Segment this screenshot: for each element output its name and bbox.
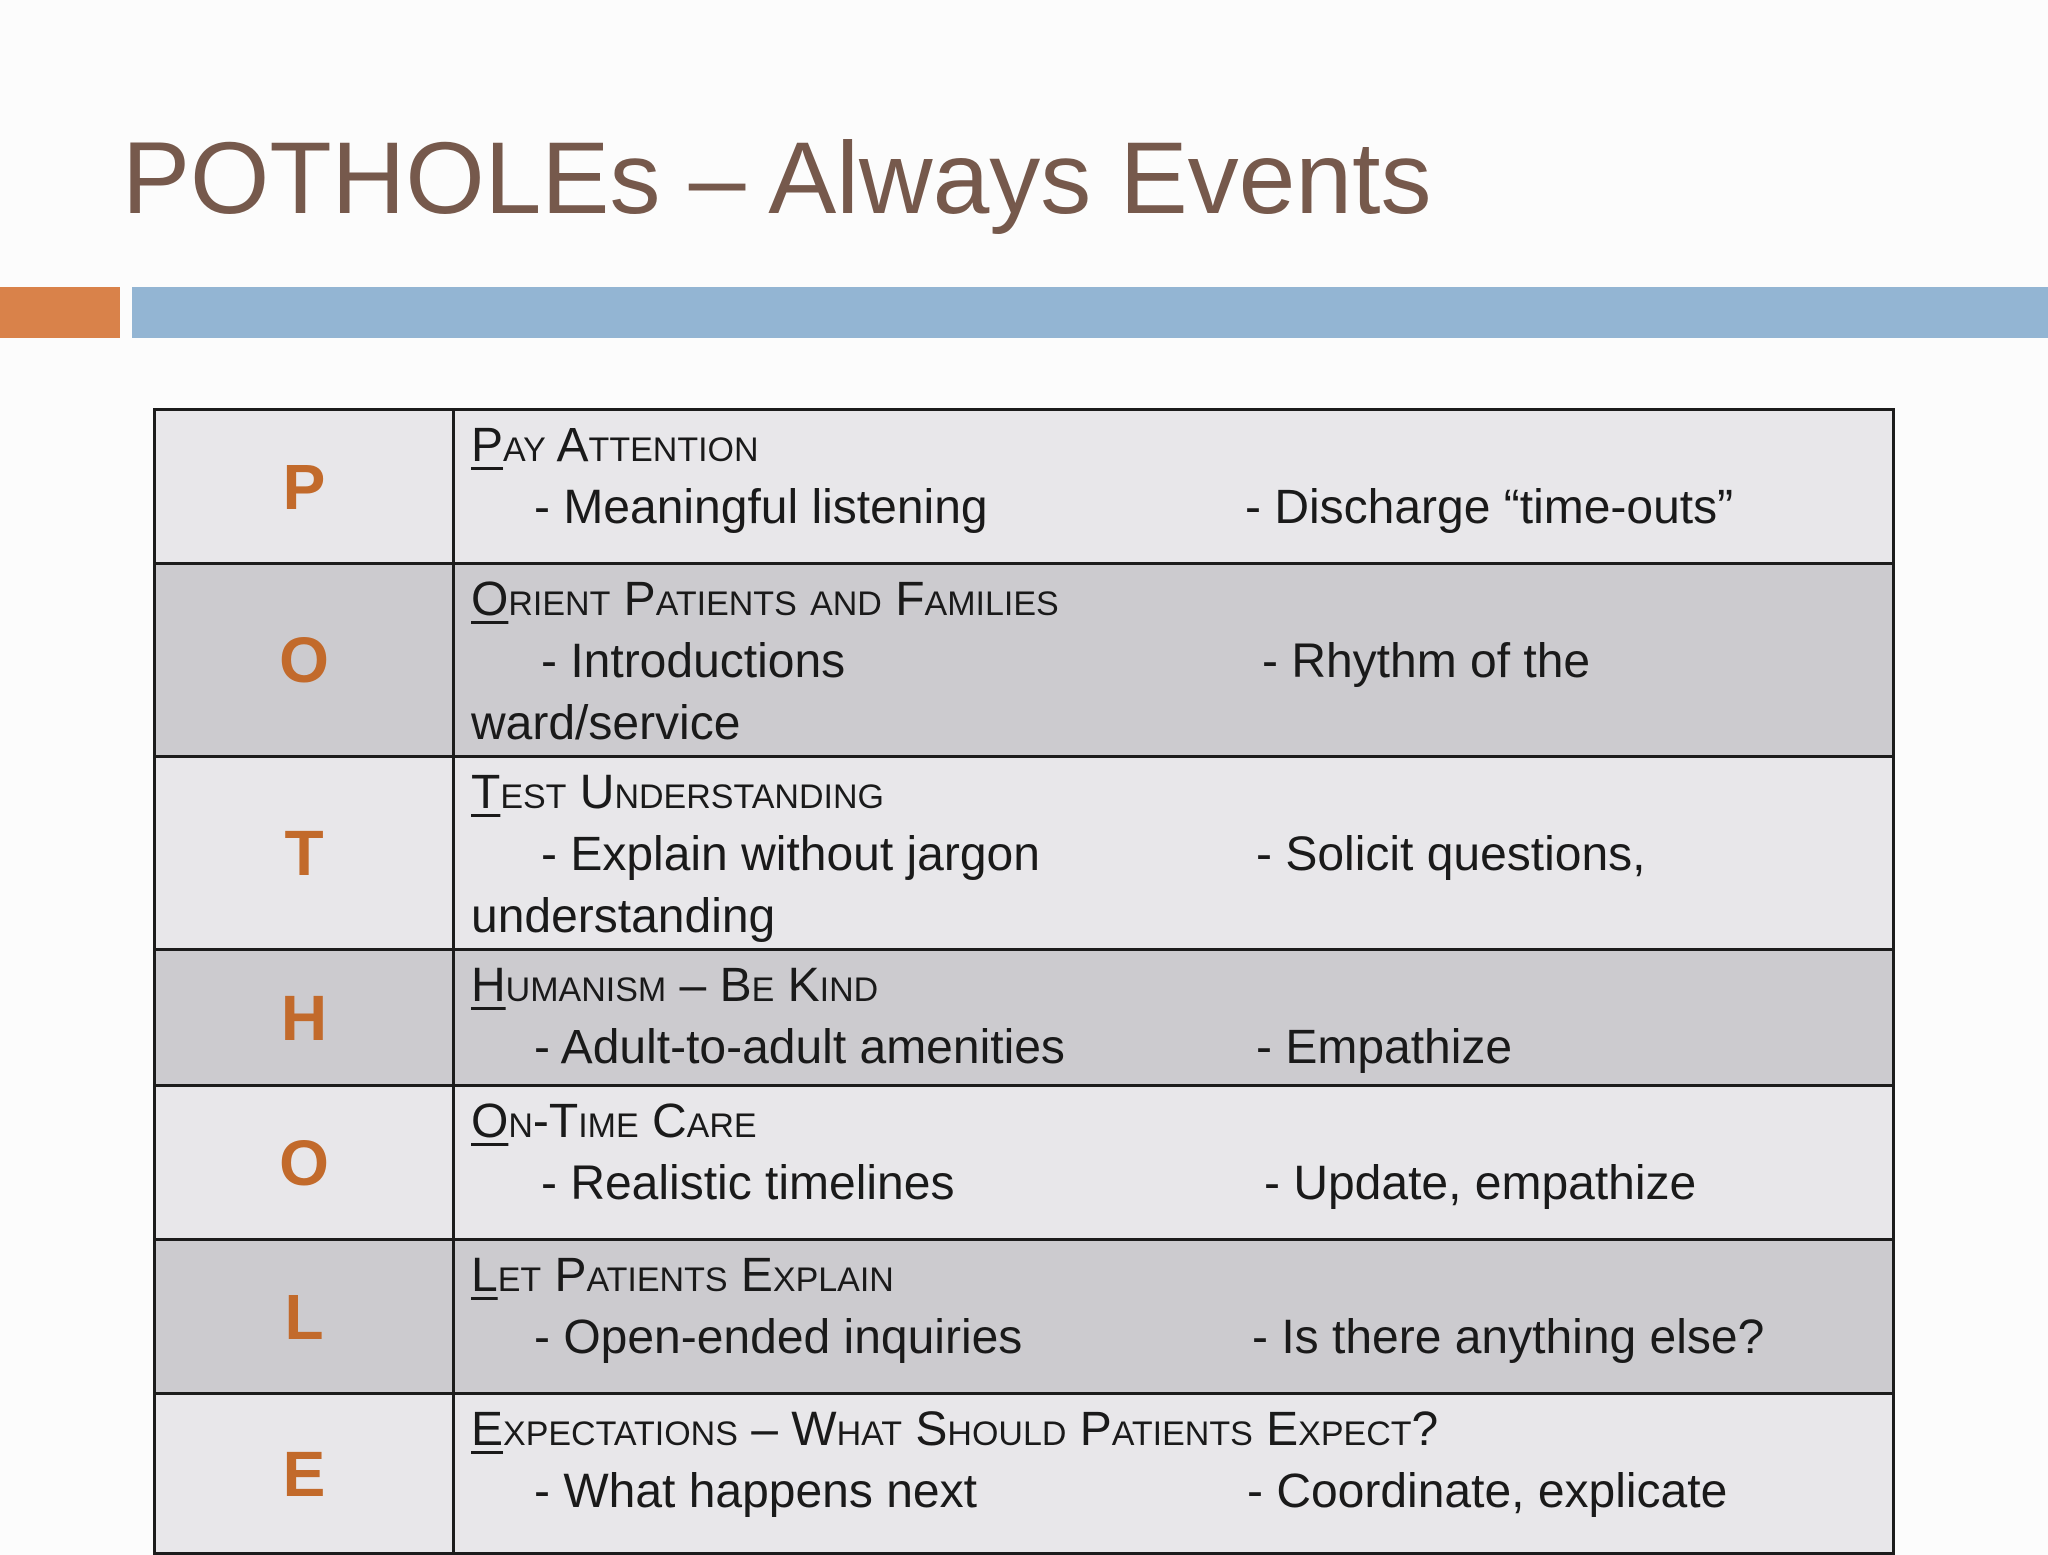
table-row bbox=[155, 950, 1894, 1086]
right-item: - Coordinate, explicate bbox=[1247, 1465, 1728, 1518]
row-content bbox=[454, 757, 1894, 950]
row-content bbox=[454, 1086, 1894, 1240]
left-item: - Introductions bbox=[541, 635, 846, 688]
left-item: - Explain without jargon bbox=[541, 828, 1040, 881]
table-row bbox=[155, 1240, 1894, 1394]
right-item: - Rhythm of the bbox=[1262, 635, 1591, 688]
right-item: - Discharge “time-outs” bbox=[1245, 481, 1734, 534]
table-row bbox=[155, 564, 1894, 757]
table-row bbox=[155, 1086, 1894, 1240]
left-item: - What happens next bbox=[534, 1465, 977, 1518]
table-row bbox=[155, 410, 1894, 564]
row-heading: Expectations – What Should Patients Expect? bbox=[471, 1403, 1439, 1456]
potholes-table bbox=[153, 408, 1895, 1555]
right-item: - Update, empathize bbox=[1264, 1157, 1697, 1210]
row-heading: Humanism – Be Kind bbox=[471, 959, 879, 1012]
left-item: - Open-ended inquiries bbox=[534, 1311, 1023, 1364]
accent-bar-orange bbox=[0, 287, 120, 338]
right-item: - Solicit questions, bbox=[1256, 828, 1646, 881]
left-item: - Realistic timelines bbox=[541, 1157, 955, 1210]
right-item: - Empathize bbox=[1256, 1021, 1513, 1074]
row-letter: O bbox=[155, 564, 454, 757]
table-row bbox=[155, 1394, 1894, 1554]
row-heading: Let Patients Explain bbox=[471, 1249, 894, 1302]
row-letter: T bbox=[155, 757, 454, 950]
table-row bbox=[155, 757, 1894, 950]
row-content bbox=[454, 950, 1894, 1086]
row-content bbox=[454, 1394, 1894, 1554]
row-content bbox=[454, 410, 1894, 564]
left-item: - Meaningful listening bbox=[534, 481, 988, 534]
row-heading: On-Time Care bbox=[471, 1095, 757, 1148]
wrapped-text: ward/service bbox=[471, 697, 741, 750]
row-letter: P bbox=[155, 410, 454, 564]
row-heading: Orient Patients and Families bbox=[471, 573, 1059, 626]
right-item: - Is there anything else? bbox=[1252, 1311, 1765, 1364]
wrapped-text: understanding bbox=[471, 890, 776, 943]
row-letter: O bbox=[155, 1086, 454, 1240]
row-letter: H bbox=[155, 950, 454, 1086]
row-heading: Pay Attention bbox=[471, 419, 759, 472]
row-letter: L bbox=[155, 1240, 454, 1394]
row-heading: Test Understanding bbox=[471, 766, 884, 819]
accent-bar-blue bbox=[132, 287, 2048, 338]
slide-title: POTHOLEs – Always Events bbox=[122, 121, 1432, 235]
row-content bbox=[454, 1240, 1894, 1394]
row-letter: E bbox=[155, 1394, 454, 1554]
left-item: - Adult-to-adult amenities bbox=[534, 1021, 1065, 1074]
row-content bbox=[454, 564, 1894, 757]
